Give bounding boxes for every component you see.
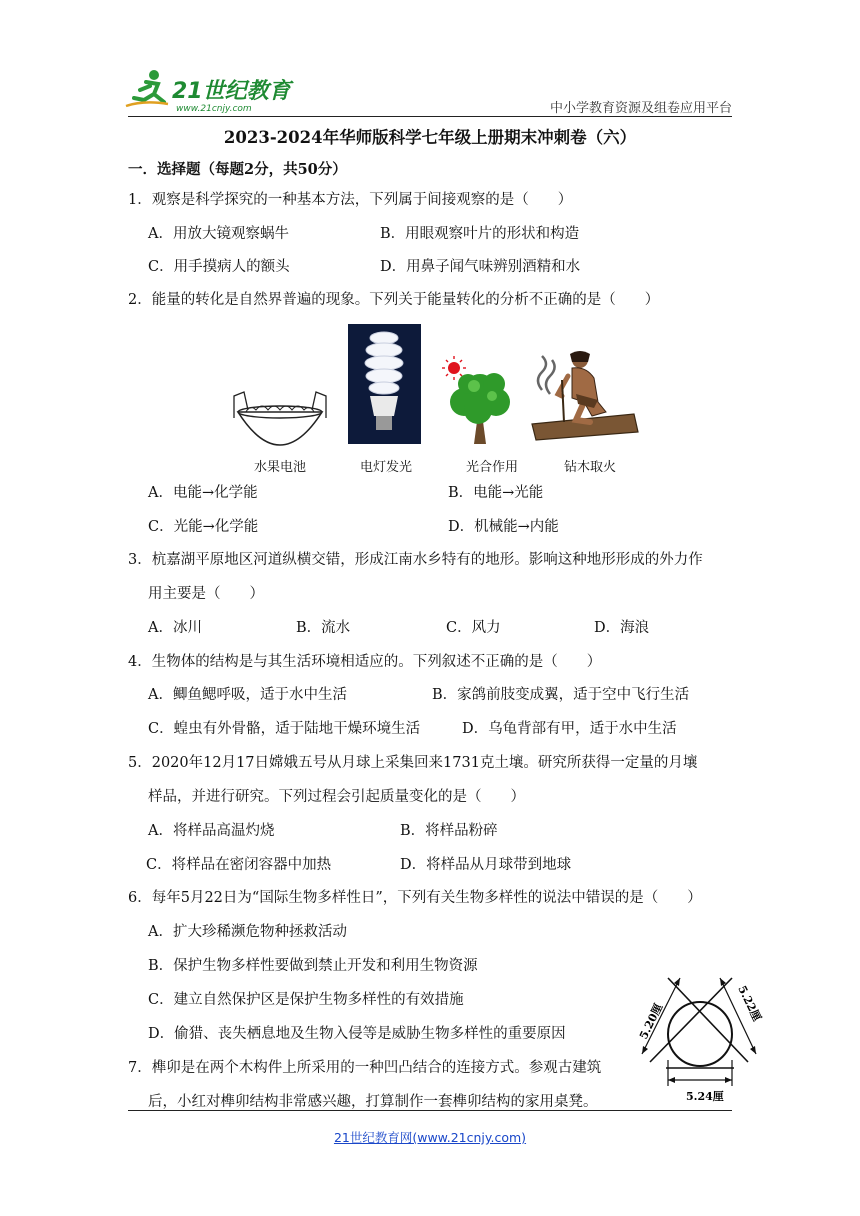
footer-link[interactable]: 21世纪教育网(www.21cnjy.com) <box>333 1130 527 1145</box>
header-divider <box>128 116 732 117</box>
option: C．将样品在密闭容器中加热 <box>146 857 332 873</box>
option: B．将样品粉碎 <box>400 823 498 839</box>
fire-drill-man-icon <box>528 350 642 444</box>
question-stem: 3．杭嘉湖平原地区河道纵横交错，形成江南水乡特有的地形。影响这种地形形成的外力作 <box>128 552 703 568</box>
question-stem: 6．每年5月22日为“国际生物多样性日”，下列有关生物多样性的说法中错误的是（ ） <box>128 890 702 906</box>
option: B．用眼观察叶片的形状和构造 <box>380 226 580 242</box>
question-stem-continued: 后，小红对榫卯结构非常感兴趣，打算制作一套榫卯结构的家用桌凳。 <box>148 1094 598 1110</box>
question-stem-continued: 用主要是（ ） <box>148 586 264 602</box>
image-caption: 电灯发光 <box>360 460 413 475</box>
option: A．鲫鱼鳃呼吸，适于水中生活 <box>148 687 347 703</box>
option: C．建立自然保护区是保护生物多样性的有效措施 <box>148 992 464 1008</box>
option: A．扩大珍稀濒危物种拯救活动 <box>148 924 347 940</box>
fruit-battery-icon <box>230 388 330 452</box>
option: D．海浪 <box>594 620 650 636</box>
footer-divider <box>128 1110 732 1111</box>
option: C．蝗虫有外骨骼，适于陆地干燥环境生活 <box>148 721 421 737</box>
circle-measurement-figure <box>630 974 770 1106</box>
option: B．保护生物多样性要做到禁止开发和利用生物资源 <box>148 958 478 974</box>
option: C．光能→化学能 <box>148 519 259 535</box>
option: B．流水 <box>296 620 351 636</box>
option: A．电能→化学能 <box>148 485 258 501</box>
question-stem: 1．观察是科学探究的一种基本方法，下列属于间接观察的是（ ） <box>128 192 573 208</box>
option: C．风力 <box>446 620 501 636</box>
figure-label: 5.22厘 <box>735 983 764 1024</box>
figure-label: 5.24厘 <box>686 1090 724 1103</box>
option: A．用放大镜观察蜗牛 <box>148 226 289 242</box>
option: D．偷猎、丧失栖息地及生物入侵等是威胁生物多样性的重要原因 <box>148 1026 566 1042</box>
logo-url-text: www.21cnjy.com <box>176 104 252 114</box>
question-stem: 5．2020年12月17日嫦娥五号从月球上采集回来1731克土壤。研究所获得一定量的月壤 <box>128 755 698 771</box>
option: A．冰川 <box>148 620 202 636</box>
option: D．乌龟背部有甲，适于水中生活 <box>462 721 677 737</box>
tree-sun-icon <box>438 356 520 444</box>
logo-main-text: 21世纪教育 <box>172 79 291 104</box>
option: D．机械能→内能 <box>448 519 559 535</box>
logo <box>124 66 294 116</box>
option: D．用鼻子闻气味辨别酒精和水 <box>380 259 581 275</box>
runner-logo-icon <box>124 66 294 116</box>
option: B．家鸽前肢变成翼，适于空中飞行生活 <box>432 687 690 703</box>
header-right-text: 中小学教育资源及组卷应用平台 <box>549 101 732 116</box>
question-stem-continued: 样品，并进行研究。下列过程会引起质量变化的是（ ） <box>148 789 525 805</box>
question-stem: 2．能量的转化是自然界普遍的现象。下列关于能量转化的分析不正确的是（ ） <box>128 292 660 308</box>
question-stem: 4．生物体的结构是与其生活环境相适应的。下列叙述不正确的是（ ） <box>128 654 602 670</box>
question-stem: 7．榫卯是在两个木构件上所采用的一种凹凸结合的连接方式。参观古建筑 <box>128 1060 602 1076</box>
option: D．将样品从月球带到地球 <box>400 857 572 873</box>
section-heading: 一．选择题（每题2分，共50分） <box>128 161 347 178</box>
option: B．电能→光能 <box>448 485 544 501</box>
image-caption: 水果电池 <box>254 460 307 475</box>
option: C．用手摸病人的额头 <box>148 259 290 275</box>
image-caption: 光合作用 <box>466 460 519 475</box>
page-title: 2023-2024年华师版科学七年级上册期末冲刺卷（六） <box>223 128 637 147</box>
option: A．将样品高温灼烧 <box>148 823 275 839</box>
figure-label: 5.20厘 <box>637 1001 666 1042</box>
image-caption: 钻木取火 <box>564 460 617 475</box>
light-bulb-icon <box>348 324 421 444</box>
